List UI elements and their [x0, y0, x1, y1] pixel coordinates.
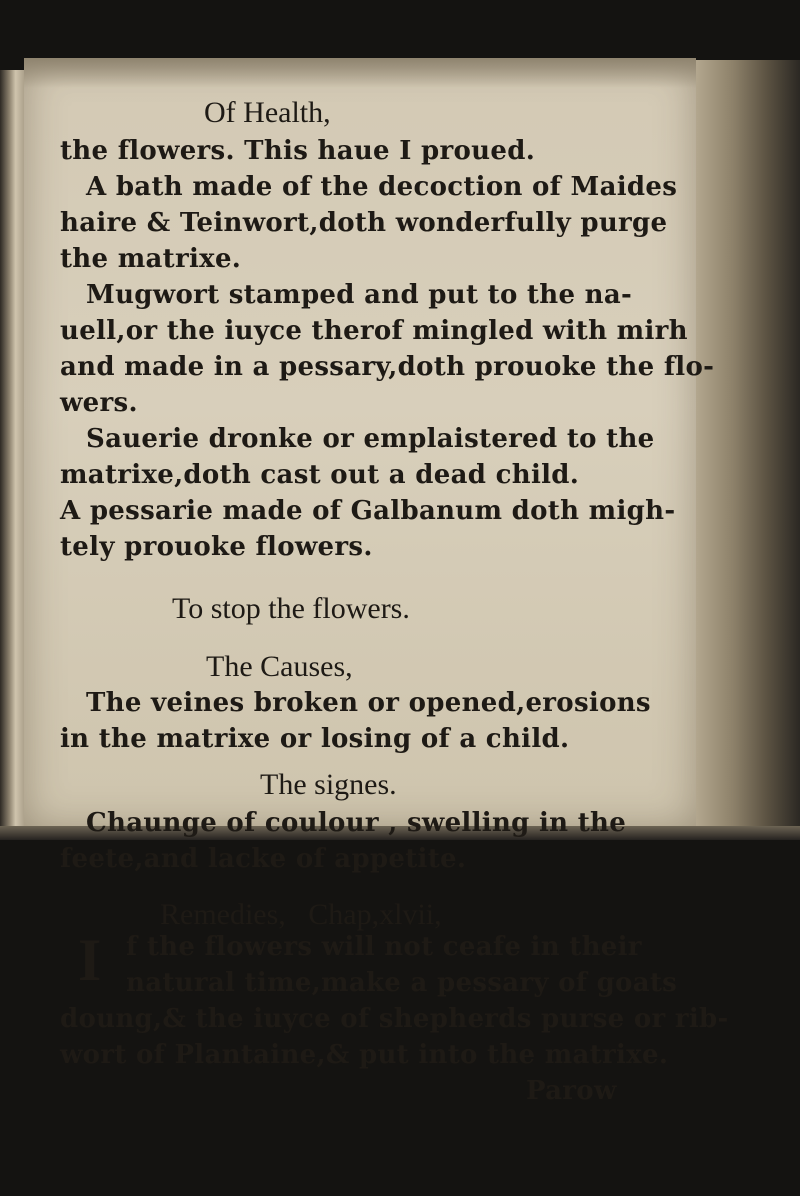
remedies-heading: Remedies, Chap,xlvii, [160, 898, 442, 931]
text-line: doung,& the iuyce of shepherds purse or rib- [60, 1004, 729, 1034]
text-line: Sauerie dronke or emplaistered to the [86, 424, 655, 454]
right-page-edge [690, 60, 800, 830]
text-line: the matrixe. [60, 244, 242, 274]
text-line: A pessarie made of Galbanum doth migh- [60, 496, 676, 526]
running-head: Of Health, [204, 96, 331, 129]
section-title: To stop the flowers. [172, 592, 410, 625]
page-top-shadow [24, 58, 696, 88]
left-page-edge [0, 70, 26, 830]
text-line: feete,and lacke of appetite. [60, 844, 467, 874]
text-line: uell,or the iuyce therof mingled with mirh [60, 316, 688, 346]
text-line: wers. [60, 388, 138, 418]
text-line: the flowers. This haue I proued. [60, 136, 536, 166]
drop-cap: I [78, 927, 102, 993]
causes-heading: The Causes, [206, 650, 353, 683]
text-line: matrixe,doth cast out a dead child. [60, 460, 580, 490]
text-line: haire & Teinwort,doth wonderfully purge [60, 208, 668, 238]
text-line: Chaunge of coulour , swelling in the [86, 808, 627, 838]
text-line: A bath made of the decoction of Maides [86, 172, 678, 202]
text-line: The veines broken or opened,erosions [86, 688, 651, 718]
text-line: natural time,make a pessary of goats [126, 968, 678, 998]
catchword: Parow [526, 1076, 617, 1106]
text-line: f the flowers will not ceafe in their [126, 932, 642, 962]
text-line: tely prouoke flowers. [60, 532, 373, 562]
signes-heading: The signes. [260, 768, 397, 801]
text-line: in the matrixe or losing of a child. [60, 724, 570, 754]
text-line: Mugwort stamped and put to the na- [86, 280, 633, 310]
text-line: and made in a pessary,doth prouoke the flo- [60, 352, 715, 382]
text-line: wort of Plantaine,& put into the matrixe. [60, 1040, 669, 1070]
